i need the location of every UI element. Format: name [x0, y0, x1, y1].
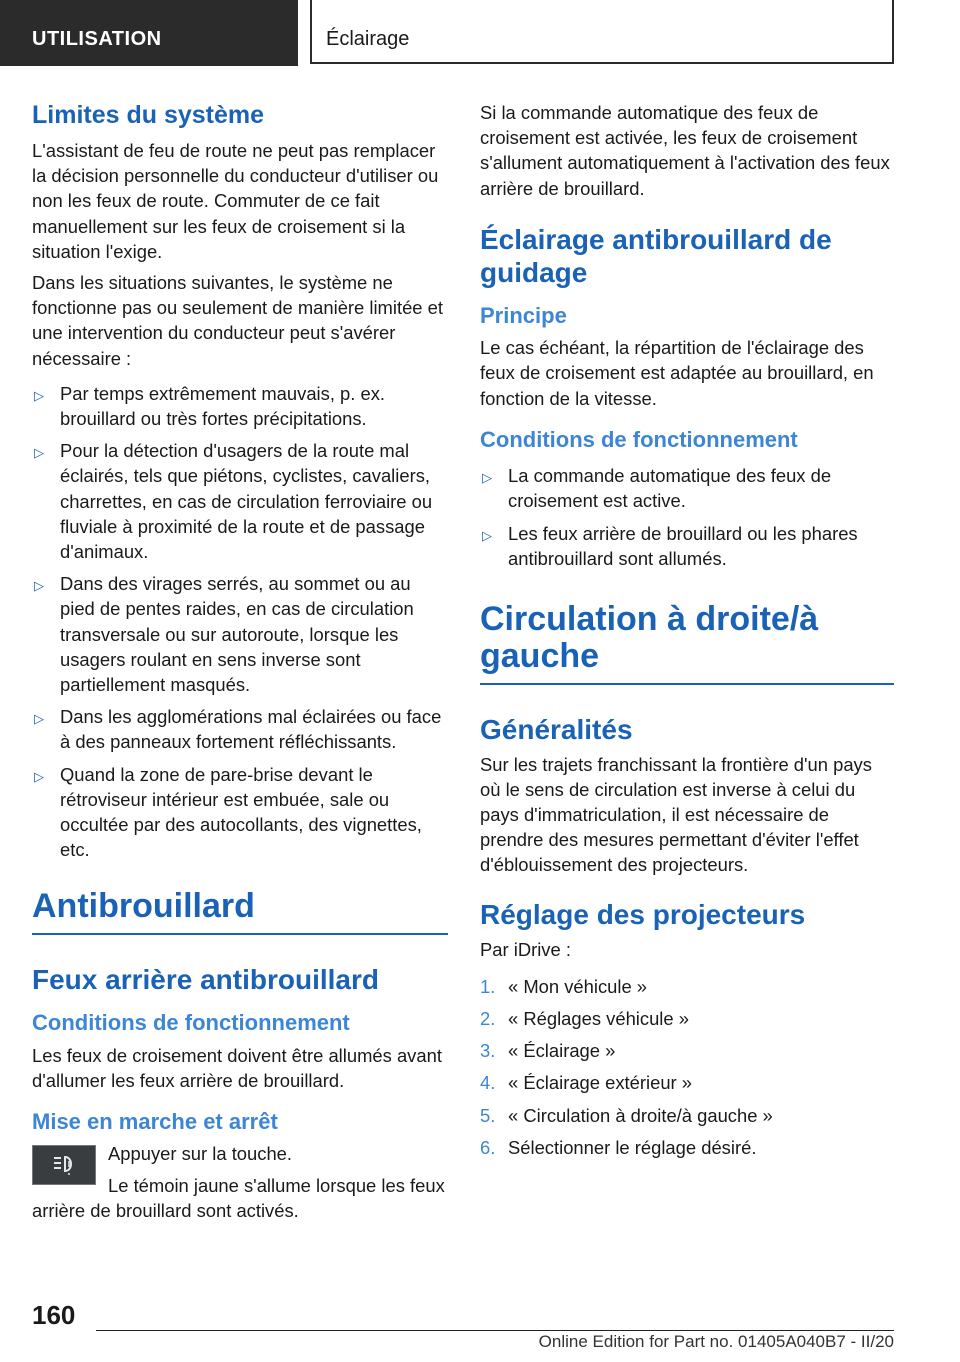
section-label: UTILISATION — [32, 28, 162, 50]
via-text: Par iDrive : — [480, 938, 571, 960]
list-item: 1. « Mon véhicule » — [480, 975, 648, 997]
settings-heading: Réglage des projecteurs — [480, 898, 806, 930]
edition-text: Online Edition for Part no. 01405A040B7 - II/20 — [538, 1332, 894, 1351]
rear-fog-light-icon — [51, 1154, 77, 1176]
limits-list — [32, 381, 448, 863]
list-item: ▷ Dans des virages serrés, au sommet ou au pied de pentes raides, en cas de circulation transversale ou sur autoroute, lorsque les usagers roulant en sens inverse sont partiellement masqués. — [34, 573, 414, 696]
left-column — [32, 100, 448, 1229]
triangle-right-icon: ▷ — [34, 578, 44, 594]
chapter-title-fog: Antibrouillard — [32, 888, 448, 935]
fog-button-instruction — [32, 1141, 448, 1223]
triangle-right-icon: ▷ — [482, 470, 492, 486]
press-text: Appuyer sur la touche. — [108, 1143, 293, 1165]
list-item: 5. « Circulation à droite/à gauche » — [480, 1104, 773, 1126]
list-item: ▷ Quand la zone de pare-brise devant le rétroviseur intérieur est embuée, sale ou occultée par des autocollants, des vignettes, etc. — [34, 763, 422, 861]
guide-heading: Éclairage antibrouillard de guidage — [480, 223, 832, 288]
section-tab — [0, 0, 298, 66]
topic-tab — [310, 0, 894, 64]
list-item: ▷ Dans les agglomérations mal éclairées ou face à des panneaux fortement réfléchissants. — [34, 706, 442, 753]
triangle-right-icon: ▷ — [482, 527, 492, 543]
settings-steps — [480, 974, 894, 1160]
intro-paragraph: Si la commande automatique des feux de croisement est activée, les feux de croisement s'allument automatiquement à l'activation des feux arrière de brouillard. — [480, 102, 890, 199]
footer-divider — [96, 1330, 894, 1331]
triangle-right-icon: ▷ — [34, 445, 44, 461]
limits-paragraph-2: Dans les situations suivantes, le système ne fonctionne pas ou seulement de manière limitée et une intervention du conducteur peut s'avérer nécessaire : — [32, 272, 443, 369]
guide-conditions-heading: Conditions de fonctionnement — [480, 426, 798, 452]
general-text: Sur les trajets franchissant la frontière d'un pays où le sens de circulation est inverse à celui du pays d'immatriculation, il est nécessaire de prendre des mesures permettant d'éviter l'effet d'éblouissement des projecteurs. — [480, 753, 872, 876]
page-header — [0, 0, 960, 66]
indicator-text: Le témoin jaune s'allume lorsque les feux arrière de brouillard sont activés. — [32, 1174, 445, 1221]
list-item: ▷ La commande automatique des feux de croisement est active. — [482, 465, 832, 512]
principle-text: Le cas échéant, la répartition de l'éclairage des feux de croisement est adaptée au brouillard, en fonction de la vitesse. — [480, 337, 874, 409]
onoff-heading: Mise en marche et arrêt — [32, 1109, 278, 1135]
rear-fog-conditions-heading: Conditions de fonctionnement — [32, 1010, 350, 1036]
rear-fog-conditions-text: Les feux de croisement doivent être allumés avant d'allumer les feux arrière de brouillard. — [32, 1044, 442, 1091]
list-item: 4. « Éclairage extérieur » — [480, 1072, 693, 1094]
guide-conditions-list — [480, 463, 894, 571]
list-item: ▷ Les feux arrière de brouillard ou les phares antibrouillard sont allumés. — [482, 522, 858, 569]
triangle-right-icon: ▷ — [34, 387, 44, 403]
topic-label: Éclairage — [326, 28, 410, 50]
triangle-right-icon: ▷ — [34, 768, 44, 784]
limits-paragraph-1: L'assistant de feu de route ne peut pas remplacer la décision personnelle du conducteur d'utiliser ou non les feux de route. Commuter de ce fait manuellement sur les feux de croisement si la situation l'exige. — [32, 140, 439, 262]
triangle-right-icon: ▷ — [34, 711, 44, 727]
limits-heading: Limites du système — [32, 101, 265, 129]
list-item: 6. Sélectionner le réglage désiré. — [480, 1136, 757, 1158]
right-column — [480, 100, 894, 1167]
rear-fog-heading: Feux arrière antibrouillard — [32, 964, 379, 996]
rear-fog-button — [32, 1145, 96, 1185]
chapter-title-traffic: Circulation à droite/à gauche — [480, 601, 894, 684]
page-number: 160 — [32, 1300, 76, 1330]
principle-heading: Principe — [480, 302, 567, 328]
list-item: 2. « Réglages véhicule » — [480, 1008, 689, 1029]
list-item: ▷ Par temps extrêmement mauvais, p. ex. brouillard ou très fortes précipitations. — [34, 382, 386, 430]
list-item: ▷ Pour la détection d'usagers de la route mal éclairés, tels que piétons, cyclistes, cavaliers, charrettes, en cas de circulation ferroviaire ou fluviale à proximité de la route et de passage d'animaux. — [34, 440, 433, 563]
general-heading: Généralités — [480, 713, 633, 745]
list-item: 3. « Éclairage » — [480, 1040, 616, 1062]
